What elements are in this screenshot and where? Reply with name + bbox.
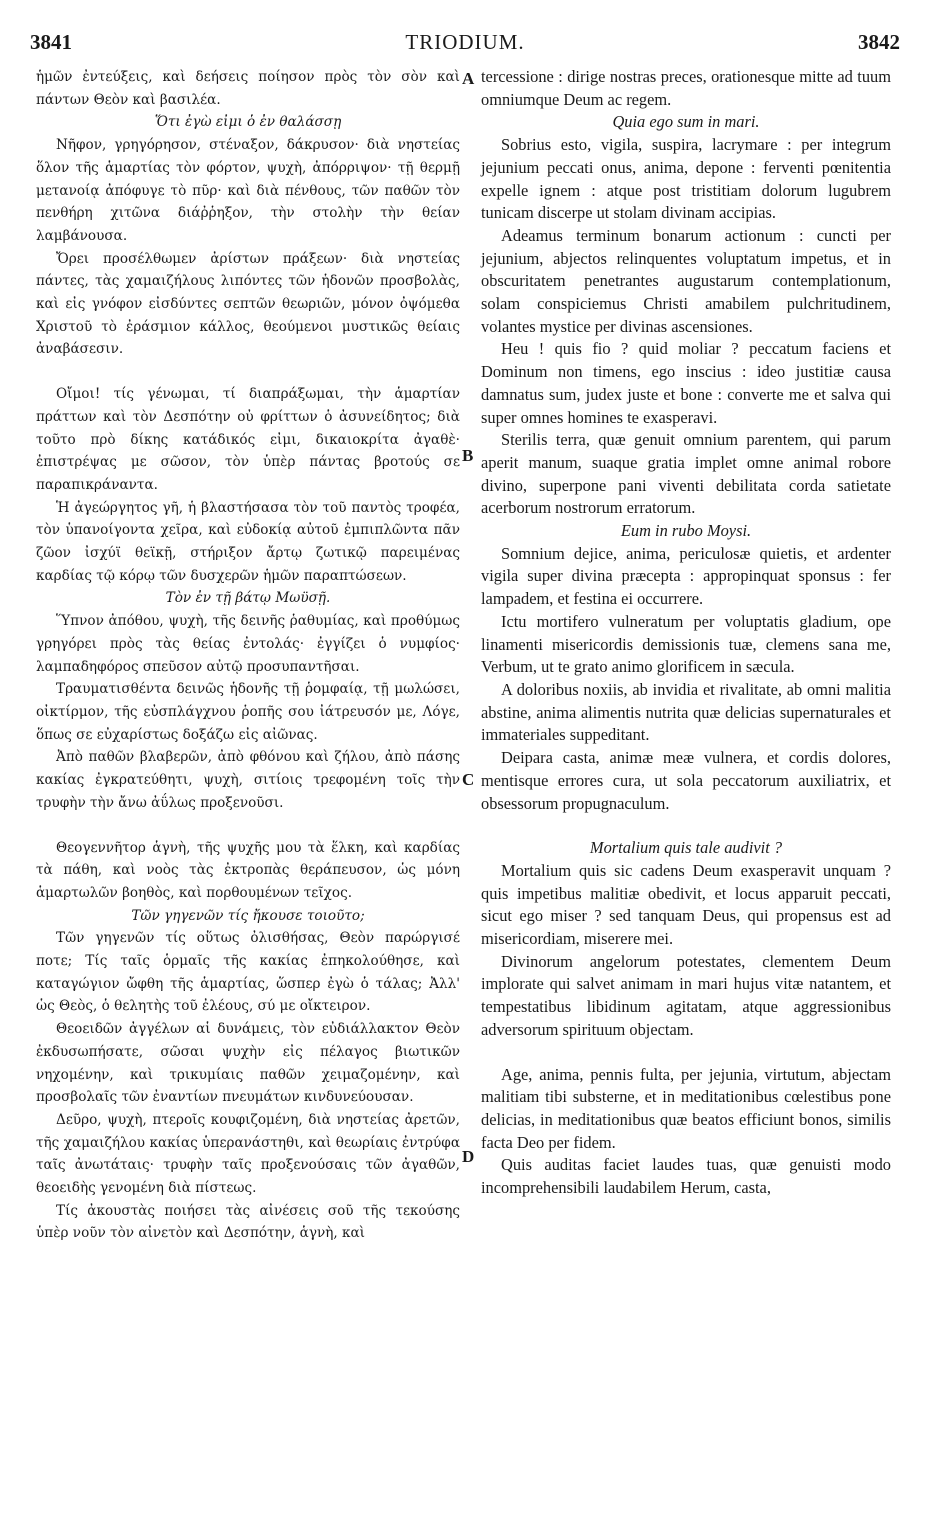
running-title: TRIODIUM. [405,30,525,54]
greek-paragraph: Ὕπνον ἀπόθου, ψυχὴ, τῆς δεινῆς ῥαθυμίας, καὶ προθύμως γρηγόρει πρὸς τὰς θείας ἐντολάς· ἐγγίζει ὁ νυμφίος· λαμπαδηφόρος σπεῦσον αὐτῷ προσυπαντῆσαι. [36,613,460,675]
greek-paragraph: Τῶν γηγενῶν τίς οὕτως ὀλισθήσας, Θεὸν παρώργισέ ποτε; Τίς ταῖς ὁρμαῖς τῆς κακίας ἐπηκολούθησε, καὶ καταγώγιον ὤφθη τῆς ἁμαρτίας, ὥσπερ ἐγὼ ὁ τάλας; Ἀλλ' ὡς Θεὸς, ὁ θελητὴς τοῦ ἐλέους, σύ με οἴκτειρον. [36,930,460,1015]
latin-heading: Eum in rubo Moysi. [620,521,752,541]
greek-paragraph: Οἴμοι! τίς γένωμαι, τί διαπράξωμαι, τὴν ἁμαρτίαν πράττων καὶ τὸν Δεσπότην οὐ φρίττων ὁ ἀσυνείδητος; διὰ τοῦτο πρὸ δίκης κατάδικός εἰμι, δικαιοκρίτα ἀγαθὲ· ἐπιστρέψας με σῶσον, τὸν ὑπὲρ πάντας βροτούς σε παραπικράναντα. [36,386,460,493]
margin-letter-b: B [462,446,474,465]
greek-paragraph: Θεοειδῶν ἀγγέλων αἱ δυνάμεις, τὸν εὐδιάλλακτον Θεὸν ἐκδυσωπήσατε, σῶσαι ψυχὴν εἰς πέλαγος βιωτικῶν νηχομένην, καὶ τρικυμίαις παθῶν χειμαζομένην, καὶ προσβολαῖς τῶν ἐναντίων πνευμάτων κινδυνεύουσαν. [36,1021,460,1106]
latin-paragraph: Ictu mortifero vulneratum per voluptatis gladium, ope linamenti misericordis demissionis tuæ, clemens sana me, Verbum, ut te grato animo glorificem in sæcula. [481,611,891,677]
latin-paragraph: tercessione : dirige nostras preces, orationesque mitte ad tuum omniumque Deum ac regem. [481,67,891,109]
latin-paragraph: Quis auditas faciet laudes tuas, quæ genuisti modo incomprehensibili laudabilem Herum, casta, [481,1155,891,1198]
latin-column [481,66,891,1200]
greek-heading: Τὸν ἐν τῇ βάτῳ Μωϋσῇ. [165,590,331,607]
latin-paragraph: Sobrius esto, vigila, suspira, lacrymare : per integrum jejunium peccati onus, anima, depone : ferventi pœnitentia expelle ignem : atque post tristitiam dolorum lugubrem tunicam discerpe ut stolam divinam accipias. [481,135,891,223]
greek-paragraph: Δεῦρο, ψυχὴ, πτεροῖς κουφιζομένη, διὰ νηστείας ἀρετῶν, τῆς χαμαιζήλου κακίας ὑπερανάστηθι, καὶ θεωρίαις ἐντρύφα ταῖς ἀνωτάταις· τρυφὴν ταῖς προξενούσαις τῶν ἀγαθῶν, θεοειδὴς γενομένη διὰ πίστεως. [36,1111,460,1197]
latin-paragraph: A doloribus noxiis, ab invidia et rivalitate, ab omni malitia abstine, anima alimentis nutrita quæ delicias supernaturales et immateriales suppeditant. [481,679,891,745]
latin-paragraph: Divinorum angelorum potestates, clementem Deum implorate qui salvet animam in mari hujus vitæ natantem, et tempestatibus libidinum agitatam, atque aggressionibus adversorum spirituum objectam. [481,951,891,1039]
greek-paragraph: Ἀπὸ παθῶν βλαβερῶν, ἀπὸ φθόνου καὶ ζήλου, ἀπὸ πάσης κακίας ἐγκρατεύθητι, ψυχὴ, σιτίοις τρεφομένη τοῖς τὴν τρυφὴν τὴν ἄνω ἀΰλως προξενοῦσι. [36,749,460,811]
latin-paragraph: Mortalium quis sic cadens Deum exasperavit unquam ? quis impetibus malitiæ obedivit, et locus apparuit peccati, sicut ego miser ? sed tanquam Deus, qui propensus est ad misericordiam, miserere mei. [481,860,891,949]
page-number-right: 3842 [858,30,900,54]
greek-paragraph: ἡμῶν ἐντεύξεις, καὶ δεήσεις ποίησον πρὸς τὸν σὸν καὶ πάντων Θεὸν καὶ βασιλέα. [36,69,460,108]
margin-letter-d: D [462,1147,475,1166]
latin-paragraph: Sterilis terra, quæ genuit omnium parentem, qui parum aperit manum, suaque gratia implet omne animal robore divino, superpone pani viventi debilitata corda satietate acerborum nostrorum erratorum. [481,430,891,518]
latin-heading: Mortalium quis tale audivit ? [589,838,783,858]
latin-paragraph: Somnium dejice, anima, periculosæ quietis, et ardenter vigila super divina præcepta : appropinquat sponsus : fer lampadem, et festina ei occurrere. [481,543,891,609]
latin-paragraph: Adeamus terminum bonarum actionum : cuncti per jejunium, abjectos relinquentes voluptatum impetus, et in obscuritatem penetrantes augustarum contemplationum, solam conspiciemus Christi amabilem pulchritudinem, volantes mystice per divinas ascensiones. [481,225,891,336]
greek-paragraph: Θεογεννῆτορ ἁγνὴ, τῆς ψυχῆς μου τὰ ἕλκη, καὶ καρδίας τὰ πάθη, καὶ νοὸς τὰς ἐκτροπὰς θεράπευσον, ὡς μόνη ἁμαρτωλῶν βοηθὸς, καὶ πορθουμένων τεῖχος. [36,839,460,901]
page-number-left: 3841 [30,30,72,54]
latin-paragraph: Deipara casta, animæ meæ vulnera, et cordis dolores, mentisque errores cura, ut sola peccatorum auxiliatrix, et obsessorum propugnaculum. [481,748,891,813]
greek-paragraph: Τίς ἀκουστὰς ποιήσει τὰς αἰνέσεις σοῦ τῆς τεκούσης ὑπὲρ νοῦν τὸν αἰνετὸν καὶ Δεσπότην, ἁγνὴ, καὶ [36,1202,460,1242]
greek-paragraph: Νῆφον, γρηγόρησον, στέναξον, δάκρυσον· διὰ νηστείας ὅλον τῆς ἁμαρτίας τὸν φόρτον, ψυχὴ, ἀπόρριψον· τῇ θερμῇ μετανοίᾳ ἀπόφυγε τὸ πῦρ· καὶ διὰ πένθους, τῶν παθῶν τὸν πενθήρη χιτῶνα διάῤῥηξον, τὴν στολὴν τὴν θείαν λαμβάνουσα. [36,137,460,244]
greek-paragraph: Τραυματισθέντα δεινῶς ἡδονῆς τῇ ῥομφαίᾳ, τῇ μωλώσει, οἰκτίρμον, τῆς εὐσπλάγχνου ῥοπῆς σου ἰάτρευσόν με, Λόγε, ὅπως σε εὐχαρίστως δοξάζω εἰς αἰῶνας. [36,681,460,743]
greek-column [36,66,460,1245]
greek-heading: Ὅτι ἐγὼ εἰμι ὁ ἐν θαλάσσῃ [154,114,342,131]
margin-letter-c: C [462,770,475,789]
latin-paragraph: Heu ! quis fio ? quid moliar ? peccatum faciens et Dominum non timens, ego inscius : ideo justitiæ causa damnatus sum, judex juste et bone : converte me et salva qui super omnes homines te exasperavi. [481,339,891,427]
latin-paragraph: Age, anima, pennis fulta, per jejunia, virtutum, abjectam malitiam tibi substerne, et in meditationibus cœlestibus pone delicias, in meditationibus quæ beatos efficiunt bonos, similis facta Deo per fidem. [481,1064,891,1152]
greek-paragraph: Ἡ ἀγεώργητος γῆ, ἡ βλαστήσασα τὸν τοῦ παντὸς τροφέα, τὸν ὑπανοίγοντα χεῖρα, καὶ εὐδοκίᾳ αὐτοῦ ἐμπιπλῶντα πᾶν ζῶον ἰσχύϊ θεϊκῇ, στήριξον ἄρτῳ ζωτικῷ παρειμένας καρδίας τῷ κόρῳ τῶν δυσχερῶν ἡμῶν παραπτώσεων. [36,499,460,584]
greek-heading: Τῶν γηγενῶν τίς ἤκουσε τοιοῦτο; [131,907,365,924]
latin-heading: Quia ego sum in mari. [612,112,760,132]
margin-letter-a: A [462,69,475,88]
page-header [30,30,900,58]
greek-paragraph: Ὄρει προσέλθωμεν ἀρίστων πράξεων· διὰ νηστείας πάντες, τὰς χαμαιζήλους λιπόντες τῶν ἡδονῶν προσβολὰς, καὶ εἰς γνόφον εἰσδύντες σεπτῶν θεωριῶν, μόνον ὀψόμεθα Χριστοῦ τὸ ἐράσμιον κάλλος, θεούμενοι μυστικῶς θείαις ἀναβάσεσιν. [36,250,460,358]
